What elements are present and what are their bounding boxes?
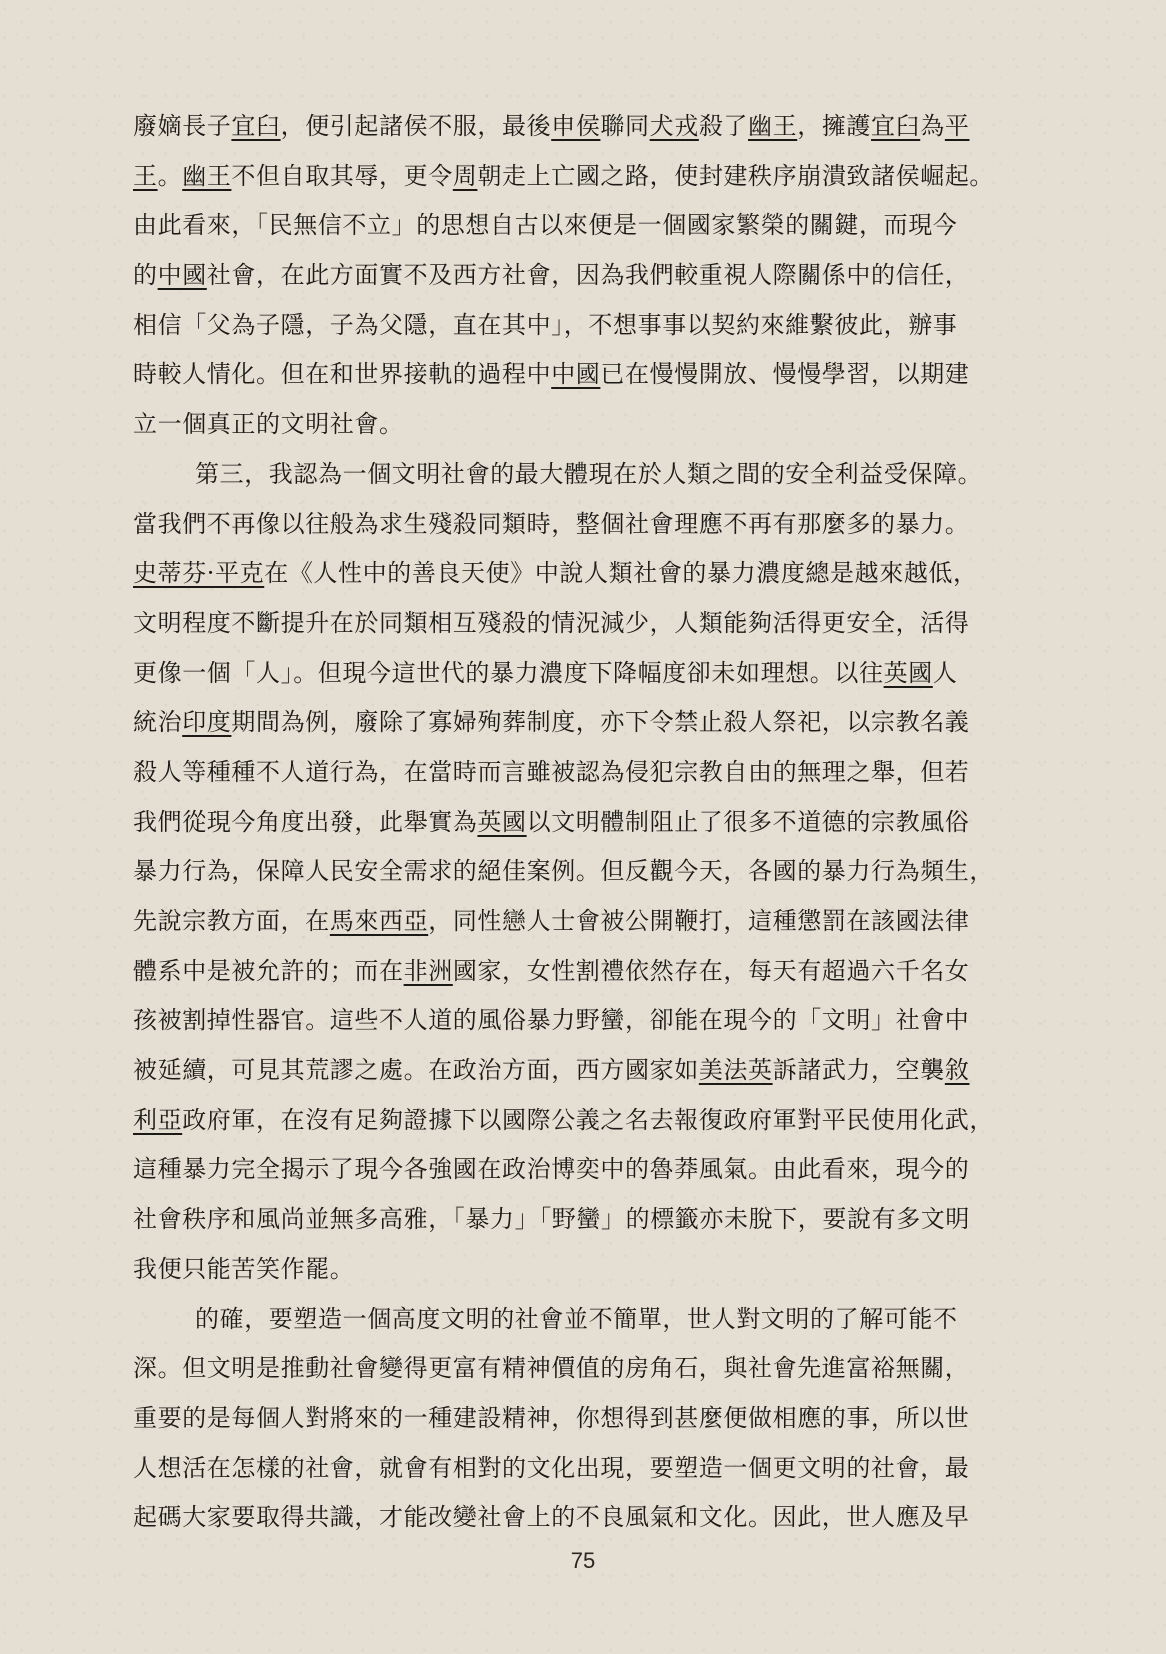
text-segment: ，擁護: [797, 112, 872, 140]
proper-noun-underlined: 美法英: [698, 1056, 773, 1085]
text-line: [133, 201, 1063, 251]
text-line: [133, 400, 1063, 450]
text-line: [133, 1245, 1063, 1295]
text-line: [133, 897, 1063, 947]
paragraph: [133, 1295, 1063, 1543]
text-line: [133, 1295, 1063, 1345]
text-segment: 。: [157, 161, 183, 190]
text-segment: 為: [920, 112, 945, 140]
text-segment: 人: [932, 658, 958, 687]
text-segment: 殺人等種種不人道行為，在當時而言雖被認為侵犯宗教自由的無理之舉，但若: [133, 757, 970, 786]
text-segment: 暴力行為，保障人民安全需求的絕佳案例。但反觀今天，各國的暴力行為頻生，: [133, 857, 994, 886]
text-segment: 已在慢慢開放、慢慢學習，以期建: [600, 360, 970, 389]
proper-noun-underlined: 英國: [883, 658, 933, 687]
text-segment: 的: [133, 261, 158, 290]
proper-noun-underlined: 宜臼: [231, 112, 281, 140]
page-number: 75: [570, 1548, 596, 1573]
text-segment: 統治: [133, 708, 183, 737]
text-line: [133, 1394, 1063, 1444]
text-segment: 社會秩序和風尚並無多高雅，「暴力」「野蠻」的標籤亦未脫下，要說有多文明: [133, 1205, 970, 1234]
text-line: [133, 1145, 1063, 1195]
text-line: [133, 450, 1063, 500]
proper-noun-underlined: 周: [452, 161, 478, 190]
text-segment: 孩被割掉性器官。這些不人道的風俗暴力野蠻，卻能在現今的「文明」社會中: [133, 1006, 970, 1035]
text-line: [133, 1493, 1063, 1543]
text-line: [133, 1344, 1063, 1394]
text-line: [133, 152, 1063, 202]
proper-noun-underlined: 犬戎: [649, 112, 699, 140]
text-segment: 立一個真正的文明社會。: [133, 410, 404, 439]
text-segment: 重要的是每個人對將來的一種建設精神，你想得到甚麼便做相應的事，所以世: [133, 1403, 970, 1432]
text-segment: 更像一個「人」。但現今這世代的暴力濃度下降幅度卻未如理想。以往: [133, 658, 884, 687]
text-line: [133, 798, 1063, 848]
proper-noun-underlined: 中國: [157, 261, 207, 290]
text-segment: 在《人性中的善良天使》中說人類社會的暴力濃度總是越來越低，: [264, 559, 978, 588]
proper-noun-underlined: 利亞: [133, 1105, 183, 1134]
text-line: [133, 649, 1063, 699]
text-line: [133, 301, 1063, 351]
text-line: [133, 698, 1063, 748]
text-segment: 文明程度不斷提升在於同類相互殘殺的情況減少，人類能夠活得更安全，活得: [133, 608, 970, 637]
text-segment: 我們從現今角度出發，此舉實為: [133, 807, 478, 836]
text-segment: 聯同: [600, 112, 650, 140]
text-segment: ，同性戀人士會被公開鞭打，這種懲罰在該國法律: [428, 907, 970, 935]
proper-noun-underlined: 史蒂芬·平克: [133, 559, 265, 588]
text-segment: 相信「父為子隱，子為父隱，直在其中」，不想事事以契約來維繫彼此，辦事: [133, 310, 958, 339]
text-segment: 深。但文明是推動社會變得更富有精神價值的房角石，與社會先進富裕無關，: [133, 1354, 970, 1383]
paragraph: [133, 450, 1063, 1295]
text-line: [133, 102, 1063, 152]
text-segment: 當我們不再像以往般為求生殘殺同類時，整個社會理應不再有那麼多的暴力。: [133, 509, 970, 538]
text-segment: 我便只能苦笑作罷。: [133, 1254, 355, 1283]
proper-noun-underlined: 非洲: [403, 956, 453, 985]
text-line: [133, 350, 1063, 400]
text-segment: 廢嫡長子: [133, 112, 232, 140]
proper-noun-underlined: 英國: [477, 807, 527, 836]
proper-noun-underlined: 申侯: [551, 112, 601, 140]
proper-noun-underlined: 平: [944, 112, 970, 140]
text-line: [133, 500, 1063, 550]
proper-noun-underlined: 宜臼: [871, 112, 921, 140]
text-line: [133, 1096, 1063, 1146]
text-segment: 政府軍，在沒有足夠證據下以國際公義之名去報復政府軍對平民使用化武，: [182, 1105, 995, 1134]
text-segment: 第三，我認為一個文明社會的最大體現在於人類之間的安全利益受保障。: [195, 459, 983, 488]
text-segment: 訴諸武力，空襲: [772, 1056, 945, 1085]
text-segment: 先說宗教方面，在: [133, 907, 330, 935]
proper-noun-underlined: 王: [133, 161, 158, 190]
text-segment: 以文明體制阻止了很多不道德的宗教風俗: [526, 807, 970, 836]
text-line: [133, 1046, 1063, 1096]
text-segment: 社會，在此方面實不及西方社會，因為我們較重視人際關係中的信任，: [206, 261, 970, 290]
proper-noun-underlined: 馬來西亞: [329, 907, 429, 935]
text-segment: 的確，要塑造一個高度文明的社會並不簡單，世人對文明的了解可能不: [195, 1304, 958, 1333]
text-segment: 由此看來，「民無信不立」的思想自古以來便是一個國家繁榮的關鍵，而現今: [133, 211, 958, 240]
proper-noun-underlined: 幽王: [748, 112, 798, 140]
text-line: [133, 847, 1063, 897]
text-segment: 這種暴力完全揭示了現今各強國在政治博奕中的魯莽風氣。由此看來，現今的: [133, 1155, 970, 1184]
paragraph: [133, 102, 1063, 450]
text-segment: 國家，女性割禮依然存在，每天有超過六千名女: [452, 956, 970, 985]
text-segment: 被延續，可見其荒謬之處。在政治方面，西方國家如: [133, 1056, 699, 1085]
proper-noun-underlined: 印度: [182, 708, 232, 737]
proper-noun-underlined: 中國: [551, 360, 601, 389]
text-line: [133, 549, 1063, 599]
text-line: [133, 1444, 1063, 1494]
essay-body: [133, 102, 1063, 1543]
text-segment: 時較人情化。但在和世界接軌的過程中: [133, 360, 552, 389]
text-segment: ，便引起諸侯不服，最後: [280, 112, 552, 140]
text-line: [133, 748, 1063, 798]
proper-noun-underlined: 敘: [944, 1056, 970, 1085]
text-segment: 朝走上亡國之路，使封建秩序崩潰致諸侯崛起。: [477, 161, 995, 190]
text-segment: 起碼大家要取得共識，才能改變社會上的不良風氣和文化。因此，世人應及早: [133, 1503, 970, 1532]
proper-noun-underlined: 幽王: [182, 161, 232, 190]
text-segment: 人想活在怎樣的社會，就會有相對的文化出現，要塑造一個更文明的社會，最: [133, 1453, 970, 1482]
text-segment: 不但自取其辱，更令: [231, 161, 453, 190]
text-line: [133, 1195, 1063, 1245]
text-segment: 期間為例，廢除了寡婦殉葬制度，亦下令禁止殺人祭祀，以宗教名義: [231, 708, 970, 737]
text-segment: 體系中是被允許的；而在: [133, 956, 404, 985]
text-line: [133, 599, 1063, 649]
text-line: [133, 251, 1063, 301]
text-line: [133, 996, 1063, 1046]
text-segment: 殺了: [698, 112, 749, 140]
text-line: [133, 947, 1063, 997]
